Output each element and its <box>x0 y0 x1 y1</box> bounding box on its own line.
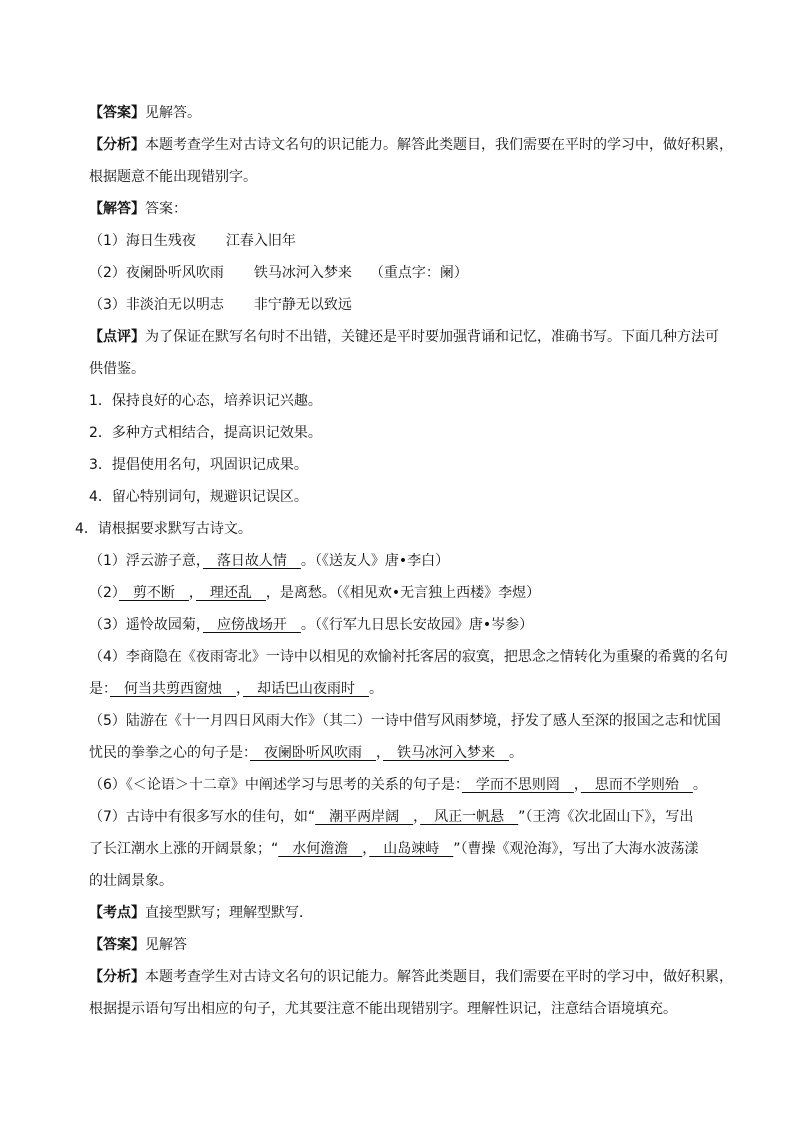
comment-1 <box>89 327 719 347</box>
prompt: 是： <box>89 681 110 697</box>
analysis-2 <box>89 967 733 987</box>
answer-row-1 <box>89 231 296 251</box>
q4-part-7-line1 <box>89 807 693 827</box>
separator: ， <box>413 809 421 825</box>
source: ”（王湾《次北固山下》，写出 <box>518 809 694 825</box>
blank-answer: 学而不思则罔 <box>461 777 574 793</box>
blank-answer: 铁马冰河入梦来 <box>383 745 509 761</box>
answer-text: 见解答。 <box>145 105 201 121</box>
prompt: 了长江潮水上涨的开阔景象；“ <box>89 841 279 857</box>
tip-1: 1．保持良好的心态，培养识记兴趣。 <box>89 393 322 409</box>
exam-point-tag: 【考点】 <box>89 905 145 921</box>
source: 。 <box>509 745 523 761</box>
prompt: （3）遥怜故园菊， <box>89 617 203 633</box>
analysis-text: 本题考查学生对古诗文名句的识记能力。解答此类题目，我们需要在平时的学习中，做好积累， <box>145 969 733 985</box>
prompt: （2） <box>89 585 119 601</box>
solution-text: 答案： <box>145 201 187 217</box>
answer-a: 非淡泊无以明志 <box>125 297 224 313</box>
separator: ， <box>362 841 370 857</box>
analysis-tag: 【分析】 <box>89 137 145 153</box>
analysis-1 <box>89 135 733 155</box>
separator: ， <box>236 681 243 697</box>
q4-part-7-line3: 的壮阔景象。 <box>89 873 173 889</box>
answer-note: （重点字：阑） <box>369 265 468 281</box>
blank-answer: 思而不学则殆 <box>580 777 693 793</box>
blank-answer: 剪不断 <box>118 585 189 601</box>
answer-tag: 【答案】 <box>89 937 145 953</box>
blank-answer: 何当共剪西窗烛 <box>110 681 236 697</box>
separator: ， <box>376 745 383 761</box>
analysis-tag: 【分析】 <box>89 969 145 985</box>
q4-part-5-line1: （5）陆游在《十一月四日风雨大作》（其二）一诗中借写风雨梦境，抒发了感人至深的报国之志和忧国 <box>89 713 721 729</box>
answer-text: 见解答 <box>145 937 187 953</box>
blank-answer: 理还乱 <box>195 585 266 601</box>
analysis-2-cont: 根据提示语句写出相应的句子，尤其要注意不能出现错别字。理解性识记，注意结合语境填充。 <box>89 1001 677 1017</box>
source: 。 <box>692 777 707 793</box>
answer-a: 海日生残夜 <box>125 233 196 249</box>
q4-part-2 <box>89 583 540 603</box>
answer-b: 江春入旧年 <box>225 233 296 249</box>
answer-tag: 【答案】 <box>89 105 145 121</box>
source: 。（《行军九日思长安故园》唐•岑参） <box>300 617 534 633</box>
q4-part-1 <box>89 551 449 571</box>
blank-answer: 水何澹澹 <box>278 841 363 857</box>
q4-part-7-line2 <box>89 839 699 859</box>
exam-point <box>89 903 313 923</box>
comment-tag: 【点评】 <box>89 329 145 345</box>
question-4-title: 4．请根据要求默写古诗文。 <box>75 521 252 537</box>
solution-1 <box>89 199 187 219</box>
q4-part-6 <box>89 775 707 795</box>
q4-part-4-line1: （4）李商隐在《夜雨寄北》一诗中以相见的欢愉衬托客居的寂寞，把思念之情转化为重聚的希冀的名句 <box>89 649 728 665</box>
tip-3: 3．提倡使用名句，巩固识记成果。 <box>89 457 308 473</box>
blank-answer: 夜阑卧听风吹雨 <box>250 745 376 761</box>
q4-part-3 <box>89 615 533 635</box>
answer-b: 铁马冰河入梦来 <box>253 265 352 281</box>
source: ”（曹操《观沧海》，写出了大海水波荡漾 <box>453 841 699 857</box>
answer-a: 夜阑卧听风吹雨 <box>125 265 224 281</box>
blank-answer: 潮平两岸阔 <box>315 809 414 825</box>
blank-answer: 落日故人情 <box>202 553 301 569</box>
blank-answer: 风正一帆悬 <box>420 809 519 825</box>
analysis-1-cont: 根据题意不能出现错别字。 <box>89 169 257 185</box>
blank-answer: 却话巴山夜雨时 <box>243 681 369 697</box>
prompt: 忧民的拳拳之心的句子是： <box>89 745 250 761</box>
answer-num: （2） <box>89 265 126 281</box>
q4-part-5-line2 <box>89 743 523 763</box>
prompt: （1）浮云游子意， <box>89 553 203 569</box>
answer-b: 非宁静无以致远 <box>253 297 352 313</box>
answer-num: （1） <box>89 233 126 249</box>
analysis-text: 本题考查学生对古诗文名句的识记能力。解答此类题目，我们需要在平时的学习中，做好积累， <box>145 137 733 153</box>
comment-text: 为了保证在默写名句时不出错，关键还是平时要加强背诵和记忆，准确书写。下面几种方法可 <box>145 329 719 345</box>
source: 。 <box>369 681 383 697</box>
blank-answer: 应傍战场开 <box>202 617 301 633</box>
answer-row-2 <box>89 263 468 283</box>
answer-row-3 <box>89 295 352 315</box>
tip-4: 4．留心特别词句，规避识记误区。 <box>89 489 308 505</box>
answer-num: （3） <box>89 297 126 313</box>
source: ，是离愁。（《相见欢•无言独上西楼》李煜） <box>265 585 541 601</box>
answer-line-1 <box>89 103 201 123</box>
exam-point-text: 直接型默写；理解型默写． <box>145 905 313 921</box>
separator: ， <box>573 777 581 793</box>
separator: ， <box>188 585 196 601</box>
prompt: （6）《＜论语＞十二章》中阐述学习与思考的关系的句子是： <box>89 777 462 793</box>
prompt: （7）古诗中有很多写水的佳句，如“ <box>89 809 316 825</box>
blank-answer: 山岛竦峙 <box>369 841 454 857</box>
comment-1-cont: 供借鉴。 <box>89 361 145 377</box>
q4-part-4-line2 <box>89 679 383 699</box>
tip-2: 2．多种方式相结合，提高识记效果。 <box>89 425 322 441</box>
solution-tag: 【解答】 <box>89 201 145 217</box>
source: 。（《送友人》唐•李白） <box>300 553 450 569</box>
answer-line-2 <box>89 935 187 955</box>
